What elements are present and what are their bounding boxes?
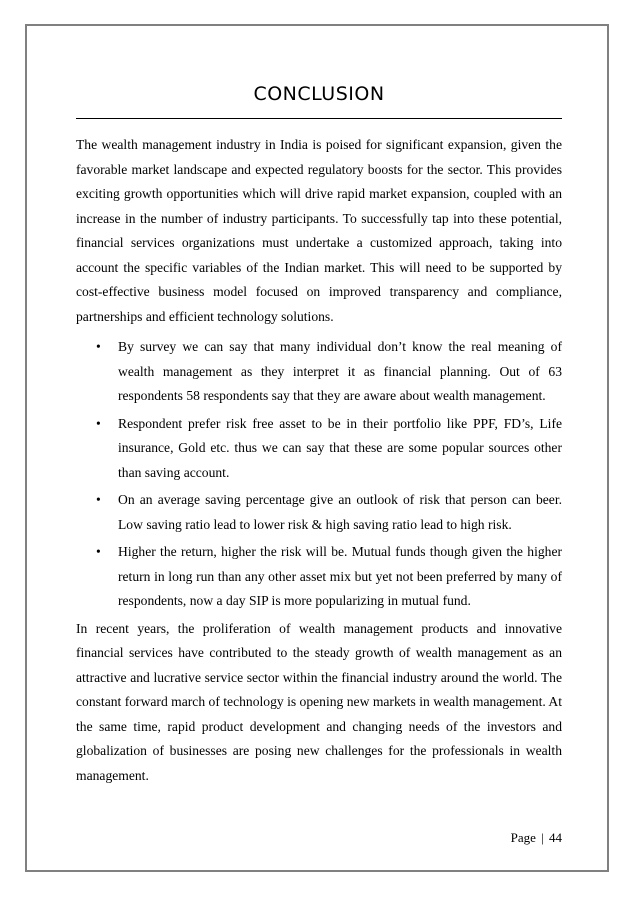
bullet-icon: • <box>96 415 101 431</box>
bullet-text: Respondent prefer risk free asset to be in their portfolio like PPF, FD’s, Life insurance, Gold etc. thus we can say that these are some popular sources other than saving account. <box>118 415 562 480</box>
bullet-icon: • <box>96 492 101 507</box>
closing-paragraph: In recent years, the proliferation of wealth management products and innovative financial services have contributed to the steady growth of wealth management as an attractive and lucrative service sector within the financial industry around the world. The constant forward march of technology is opening new markets in wealth management. At the same time, rapid product development and changing needs of the investors and globalization of businesses are posing new challenges for the professionals in wealth management. <box>76 620 562 783</box>
list-item <box>76 540 562 614</box>
bullet-icon: • <box>96 544 101 559</box>
page-label: Page <box>510 830 536 845</box>
page-number: 44 <box>549 830 562 845</box>
bullet-text: By survey we can say that many individual don’t know the real meaning of wealth management as they interpret it as financial planning. Out of 63 respondents 58 respondents say that they are aware about wealth management. <box>118 339 562 403</box>
list-item <box>76 335 562 409</box>
list-item <box>76 412 562 486</box>
bullet-icon: • <box>96 339 101 354</box>
intro-paragraph: The wealth management industry in India is poised for significant expansion, given the favorable market landscape and expected regulatory boosts for the sector. This provides exciting growth opportunities which will drive rapid market expansion, coupled with an increase in the number of industry participants. To successfully tap into these potential, financial services organizations must undertake a customized approach, taking into account the specific variables of the Indian market. This will need to be supported by cost-effective business model focused on improved transparency and compliance, partnerships and efficient technology solutions. <box>76 137 562 324</box>
page-title: CONCLUSION <box>253 83 385 105</box>
document-body <box>76 133 562 788</box>
page-separator: | <box>541 830 544 845</box>
list-item <box>76 488 562 537</box>
bullet-text: On an average saving percentage give an outlook of risk that person can beer. Low saving ratio lead to lower risk & high saving ratio lead to high risk. <box>118 492 562 532</box>
title-underline <box>76 118 562 119</box>
page-footer <box>511 830 562 846</box>
bullet-text: Higher the return, higher the risk will be. Mutual funds though given the higher return in long run than any other asset mix but yet not been preferred by many of respondents, now a day SIP is more popularizing in mutual fund. <box>118 544 562 608</box>
bullet-list <box>76 335 562 614</box>
